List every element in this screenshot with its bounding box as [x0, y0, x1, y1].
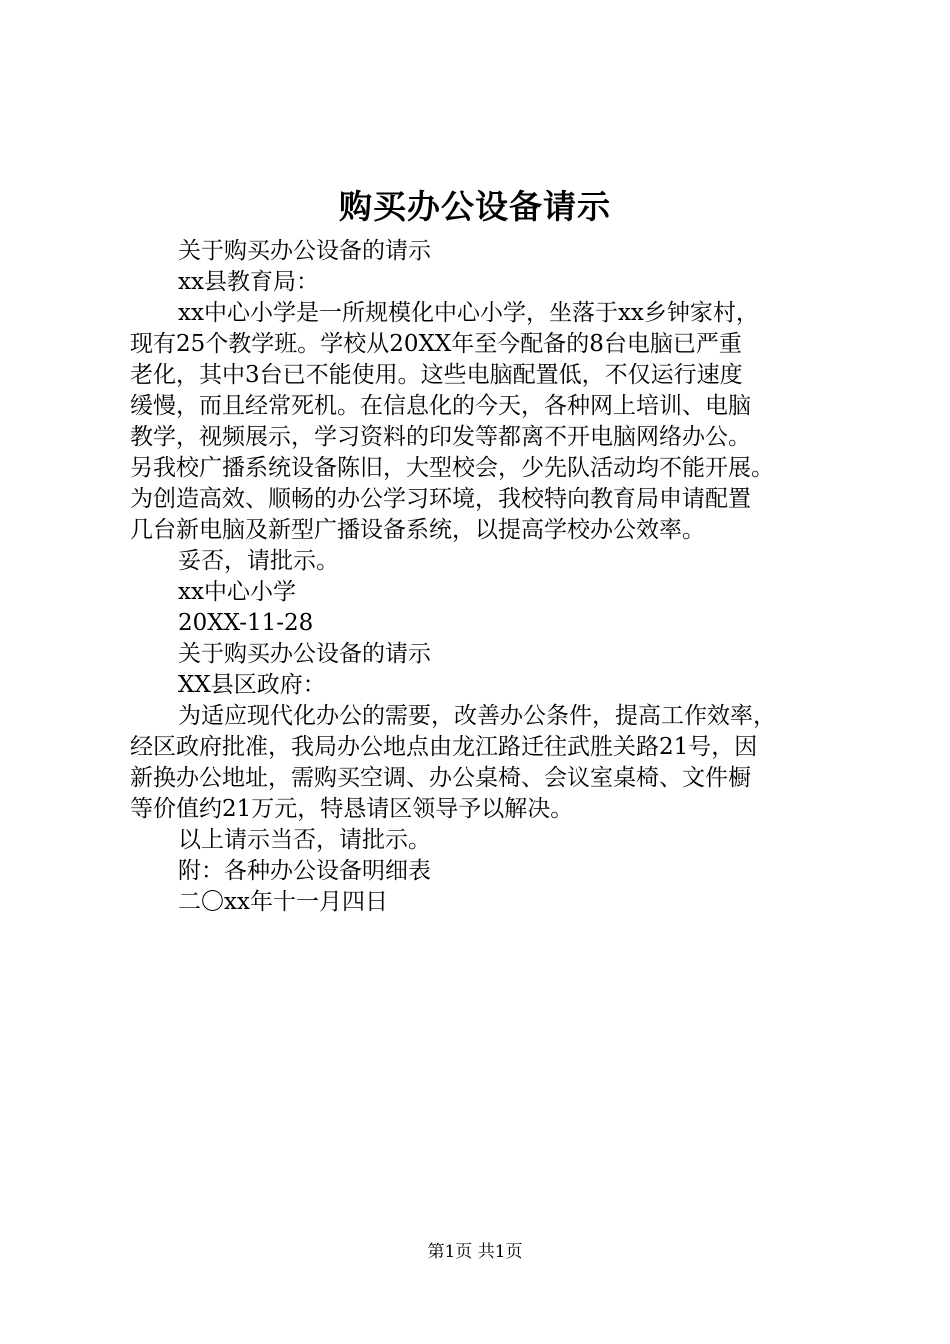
- text-line: 新换办公地址，需购买空调、办公桌椅、会议室桌椅、文件橱: [130, 765, 751, 791]
- text-line: 关于购买办公设备的请示: [178, 641, 431, 667]
- text-line: 为适应现代化办公的需要，改善办公条件，提高工作效率，: [178, 703, 776, 729]
- page-number-footer: 第1页 共1页: [427, 1242, 523, 1262]
- text-line: 二〇xx年十一月四日: [178, 889, 388, 915]
- text-line: XX县区政府：: [178, 672, 326, 698]
- document-title: 购买办公设备请示: [339, 187, 611, 226]
- text-line: 关于购买办公设备的请示: [178, 238, 431, 264]
- text-line: 附：各种办公设备明细表: [178, 858, 431, 884]
- text-line: xx中心小学: [178, 579, 296, 605]
- text-line: 等价值约21万元，特恳请区领导予以解决。: [130, 796, 574, 822]
- text-line: 妥否，请批示。: [178, 548, 339, 574]
- text-line: 以上请示当否，请批示。: [178, 827, 431, 853]
- text-line: 缓慢，而且经常死机。在信息化的今天，各种网上培训、电脑: [130, 393, 751, 419]
- text-line: xx中心小学是一所规模化中心小学，坐落于xx乡钟家村，: [178, 300, 759, 326]
- text-line: 教学，视频展示，学习资料的印发等都离不开电脑网络办公。: [130, 424, 751, 450]
- text-line: 老化，其中3台已不能使用。这些电脑配置低，不仅运行速度: [130, 362, 743, 388]
- text-line: 20XX-11-28: [178, 610, 314, 636]
- text-line: 为创造高效、顺畅的办公学习环境，我校特向教育局申请配置: [130, 486, 751, 512]
- document-body: [130, 236, 850, 918]
- text-line: 几台新电脑及新型广播设备系统，以提高学校办公效率。: [130, 517, 705, 543]
- text-line: xx县教育局：: [178, 269, 319, 295]
- text-line: 经区政府批准，我局办公地点由龙江路迁往武胜关路21号，因: [130, 734, 758, 760]
- text-line: 现有25个教学班。学校从20XX年至今配备的8台电脑已严重: [130, 331, 742, 357]
- text-line: 另我校广播系统设备陈旧，大型校会，少先队活动均不能开展。: [130, 455, 774, 481]
